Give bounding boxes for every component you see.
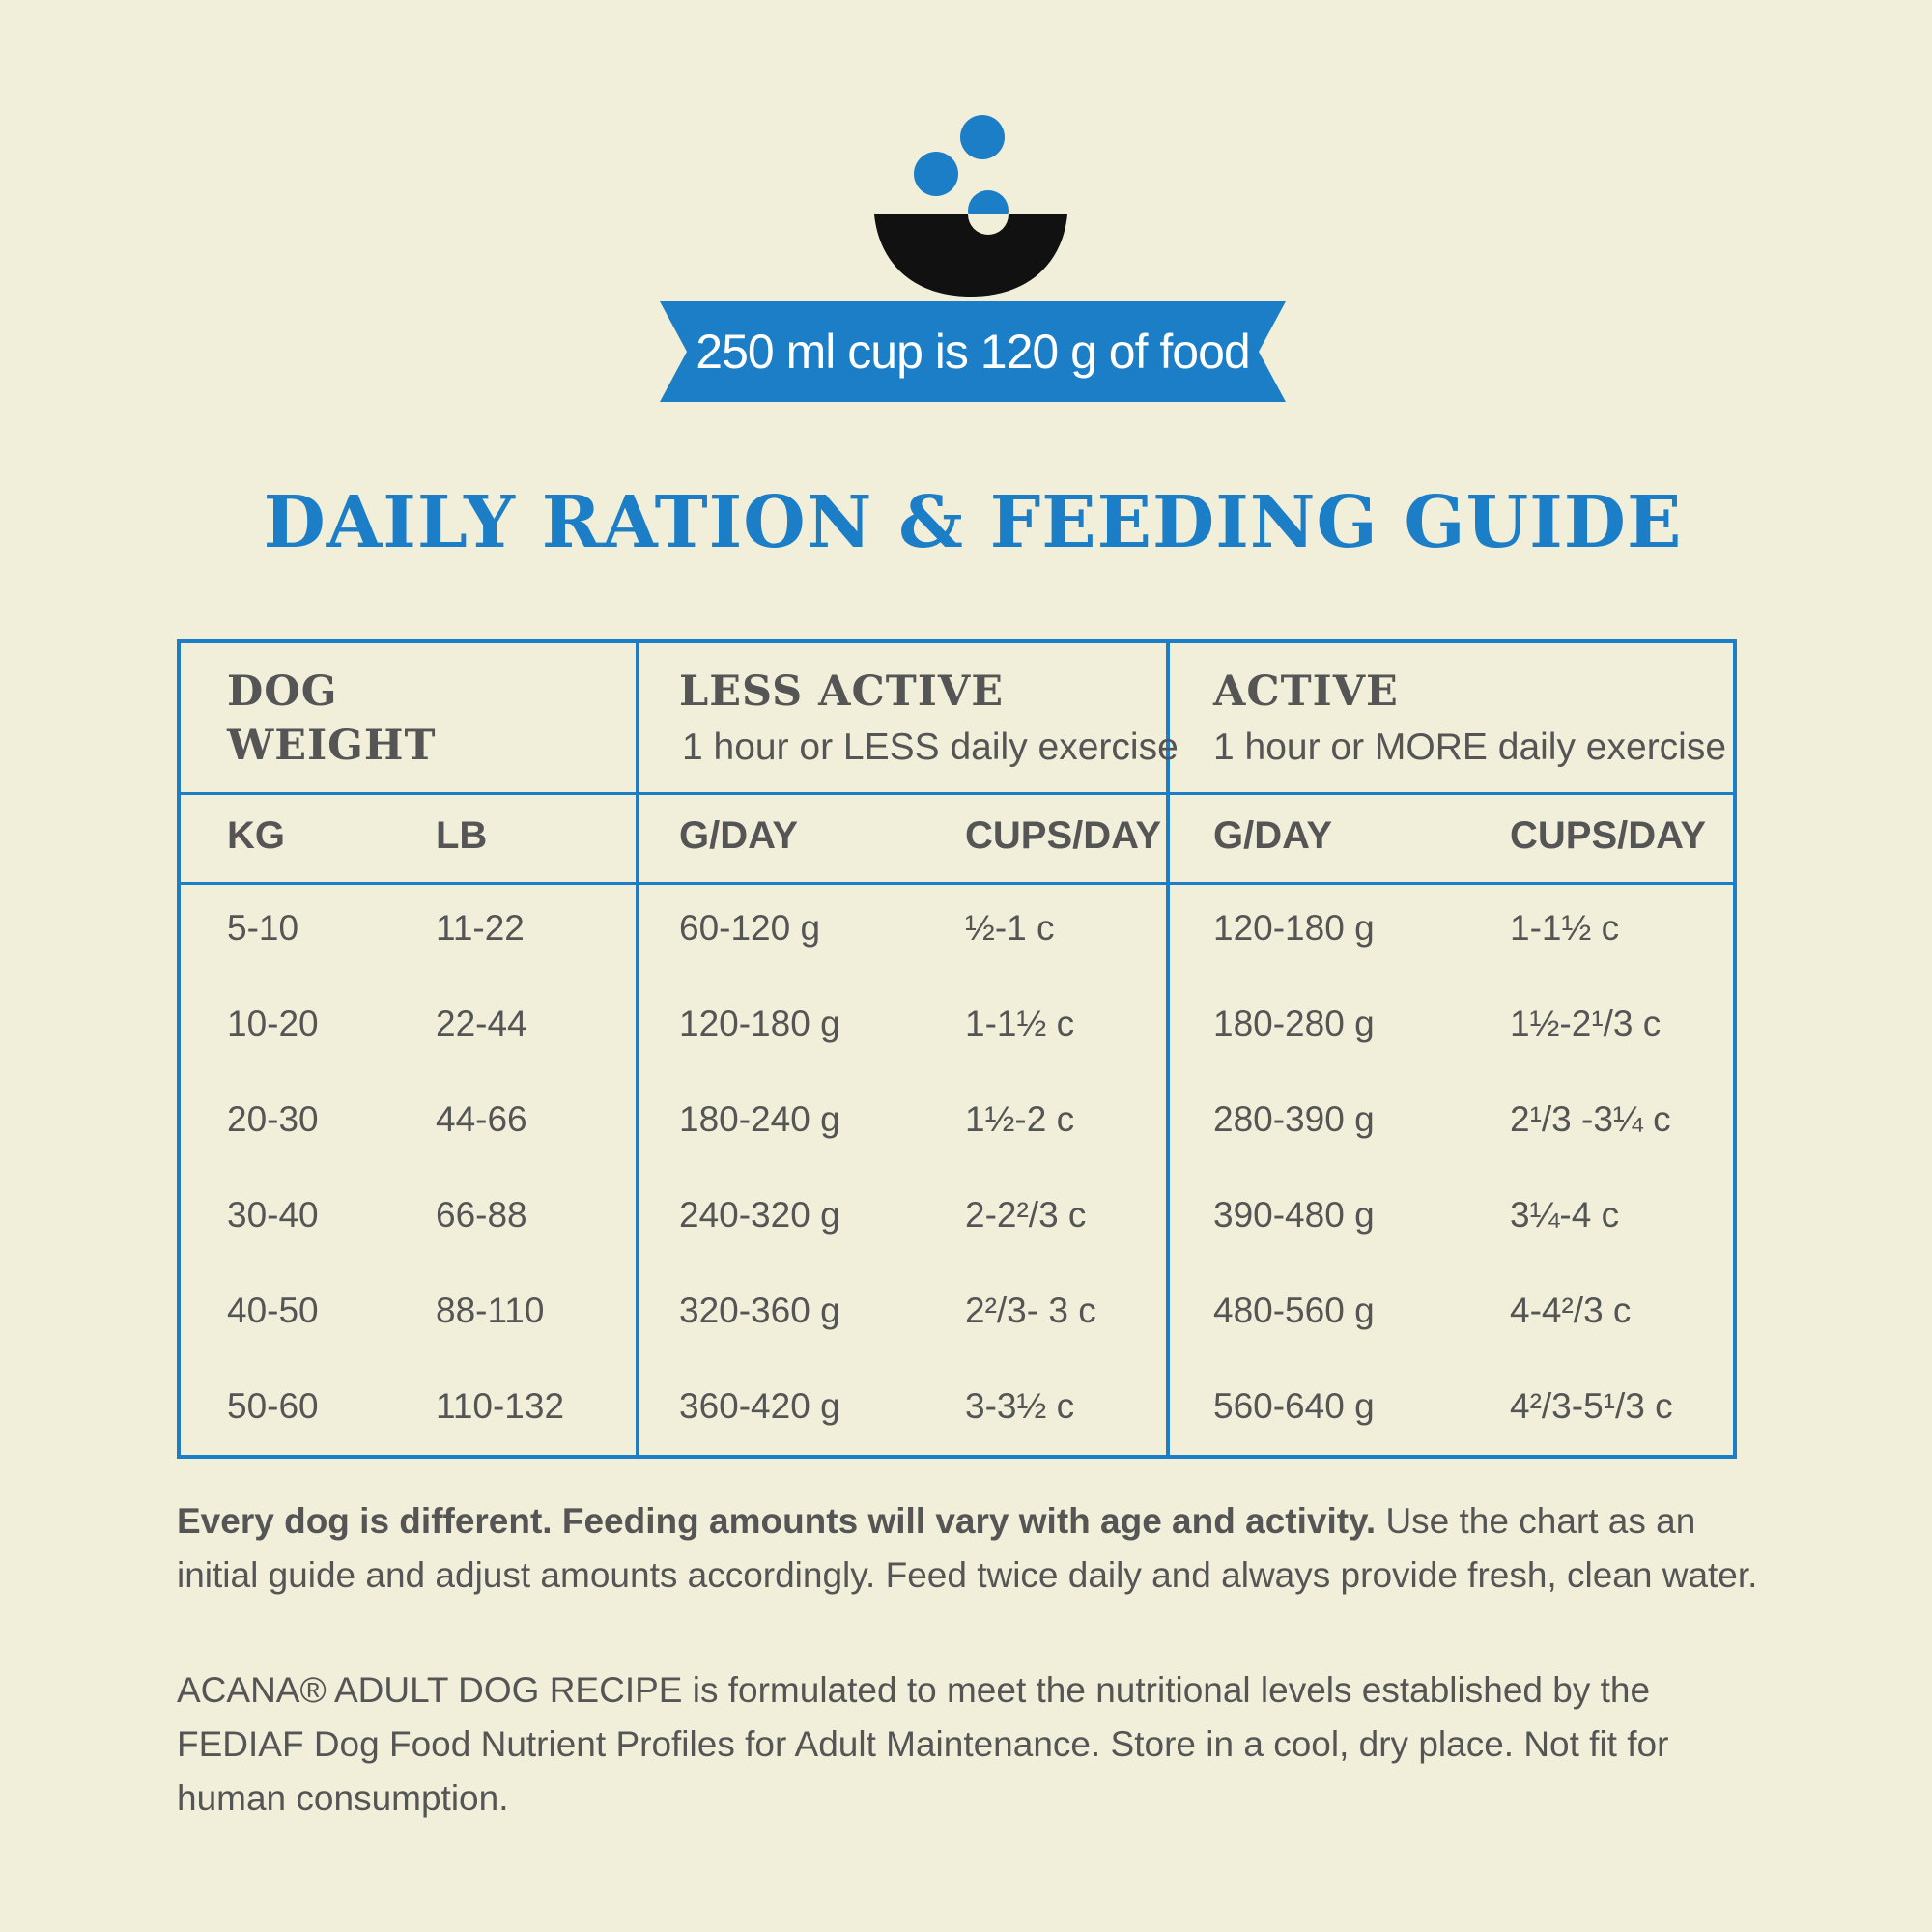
- table-cell: 360-420 g: [679, 1386, 840, 1426]
- column-header-lb: LB: [436, 814, 488, 857]
- group-title-active: ACTIVE: [1213, 668, 1399, 716]
- group-subtitle-less-active: 1 hour or LESS daily exercise: [682, 726, 1179, 768]
- table-cell: 480-560 g: [1213, 1291, 1375, 1330]
- table-cell: 2-2²/3 c: [965, 1195, 1087, 1235]
- table-cell: 11-22: [436, 908, 525, 948]
- feeding-note-text: Use the chart as an initial guide and adjust amounts accordingly. Feed twice daily and always provide fresh, clean water.: [177, 1501, 1758, 1595]
- table-cell: 60-120 g: [679, 908, 821, 948]
- column-header-g-day-less-active: G/DAY: [679, 814, 799, 857]
- column-header-cups-day-active: CUPS/DAY: [1510, 814, 1707, 857]
- group-title-less-active: LESS ACTIVE: [679, 668, 1004, 716]
- serving-banner-text: 250 ml cup is 120 g of food: [696, 325, 1250, 379]
- table-cell: 1½-2 c: [965, 1099, 1075, 1139]
- table-cell: 280-390 g: [1213, 1099, 1375, 1139]
- table-cell: 110-132: [436, 1386, 565, 1426]
- table-cell: 44-66: [436, 1099, 527, 1139]
- table-cell: 180-240 g: [679, 1099, 840, 1139]
- table-cell: 2²/3- 3 c: [965, 1291, 1096, 1330]
- table-cell: 30-40: [227, 1195, 319, 1235]
- table-cell: 180-280 g: [1213, 1004, 1375, 1043]
- bowl-icon: [874, 214, 1067, 297]
- page-title: DAILY RATION & FEEDING GUIDE: [263, 481, 1683, 564]
- table-cell: 3¼-4 c: [1510, 1195, 1620, 1235]
- group-title-dog-weight: DOG WEIGHT: [227, 668, 437, 770]
- column-header-g-day-active: G/DAY: [1213, 814, 1333, 857]
- table-cell: 560-640 g: [1213, 1386, 1375, 1426]
- table-cell: 22-44: [436, 1004, 527, 1043]
- table-divider: [177, 882, 1737, 885]
- table-cell: 240-320 g: [679, 1195, 840, 1235]
- table-cell: 120-180 g: [1213, 908, 1375, 948]
- feeding-note: [177, 1494, 1761, 1603]
- table-cell: ½-1 c: [965, 908, 1055, 948]
- legal-text: ACANA® ADULT DOG RECIPE is formulated to meet the nutritional levels established by the FEDIAF Dog Food Nutrient Profiles for Adult Maintenance. Store in a cool, dry place. Not fit for human consumption.: [177, 1670, 1669, 1818]
- table-cell: 50-60: [227, 1386, 319, 1426]
- table-cell: 88-110: [436, 1291, 545, 1330]
- column-header-cups-day-less-active: CUPS/DAY: [965, 814, 1162, 857]
- table-cell: 1-1½ c: [965, 1004, 1075, 1043]
- table-cell: 1-1½ c: [1510, 908, 1620, 948]
- table-divider: [636, 639, 639, 1459]
- table-cell: 5-10: [227, 908, 299, 948]
- table-cell: 4-4²/3 c: [1510, 1291, 1632, 1330]
- table-cell: 320-360 g: [679, 1291, 840, 1330]
- table-cell: 10-20: [227, 1004, 319, 1043]
- table-cell: 4²/3-5¹/3 c: [1510, 1386, 1673, 1426]
- table-cell: 2¹/3 -3¼ c: [1510, 1099, 1671, 1139]
- kibble-icon: [914, 152, 958, 196]
- feeding-note-bold: Every dog is different. Feeding amounts will vary with age and activity.: [177, 1501, 1377, 1541]
- table-cell: 120-180 g: [679, 1004, 840, 1043]
- table-cell: 1½-2¹/3 c: [1510, 1004, 1662, 1043]
- group-subtitle-active: 1 hour or MORE daily exercise: [1213, 726, 1727, 768]
- table-cell: 40-50: [227, 1291, 319, 1330]
- table-cell: 3-3½ c: [965, 1386, 1075, 1426]
- column-header-kg: KG: [227, 814, 285, 857]
- table-cell: 20-30: [227, 1099, 319, 1139]
- table-cell: 390-480 g: [1213, 1195, 1375, 1235]
- table-cell: 66-88: [436, 1195, 527, 1235]
- food-bowl-icon: [865, 108, 1077, 306]
- kibble-icon: [960, 115, 1005, 159]
- table-divider: [177, 792, 1737, 795]
